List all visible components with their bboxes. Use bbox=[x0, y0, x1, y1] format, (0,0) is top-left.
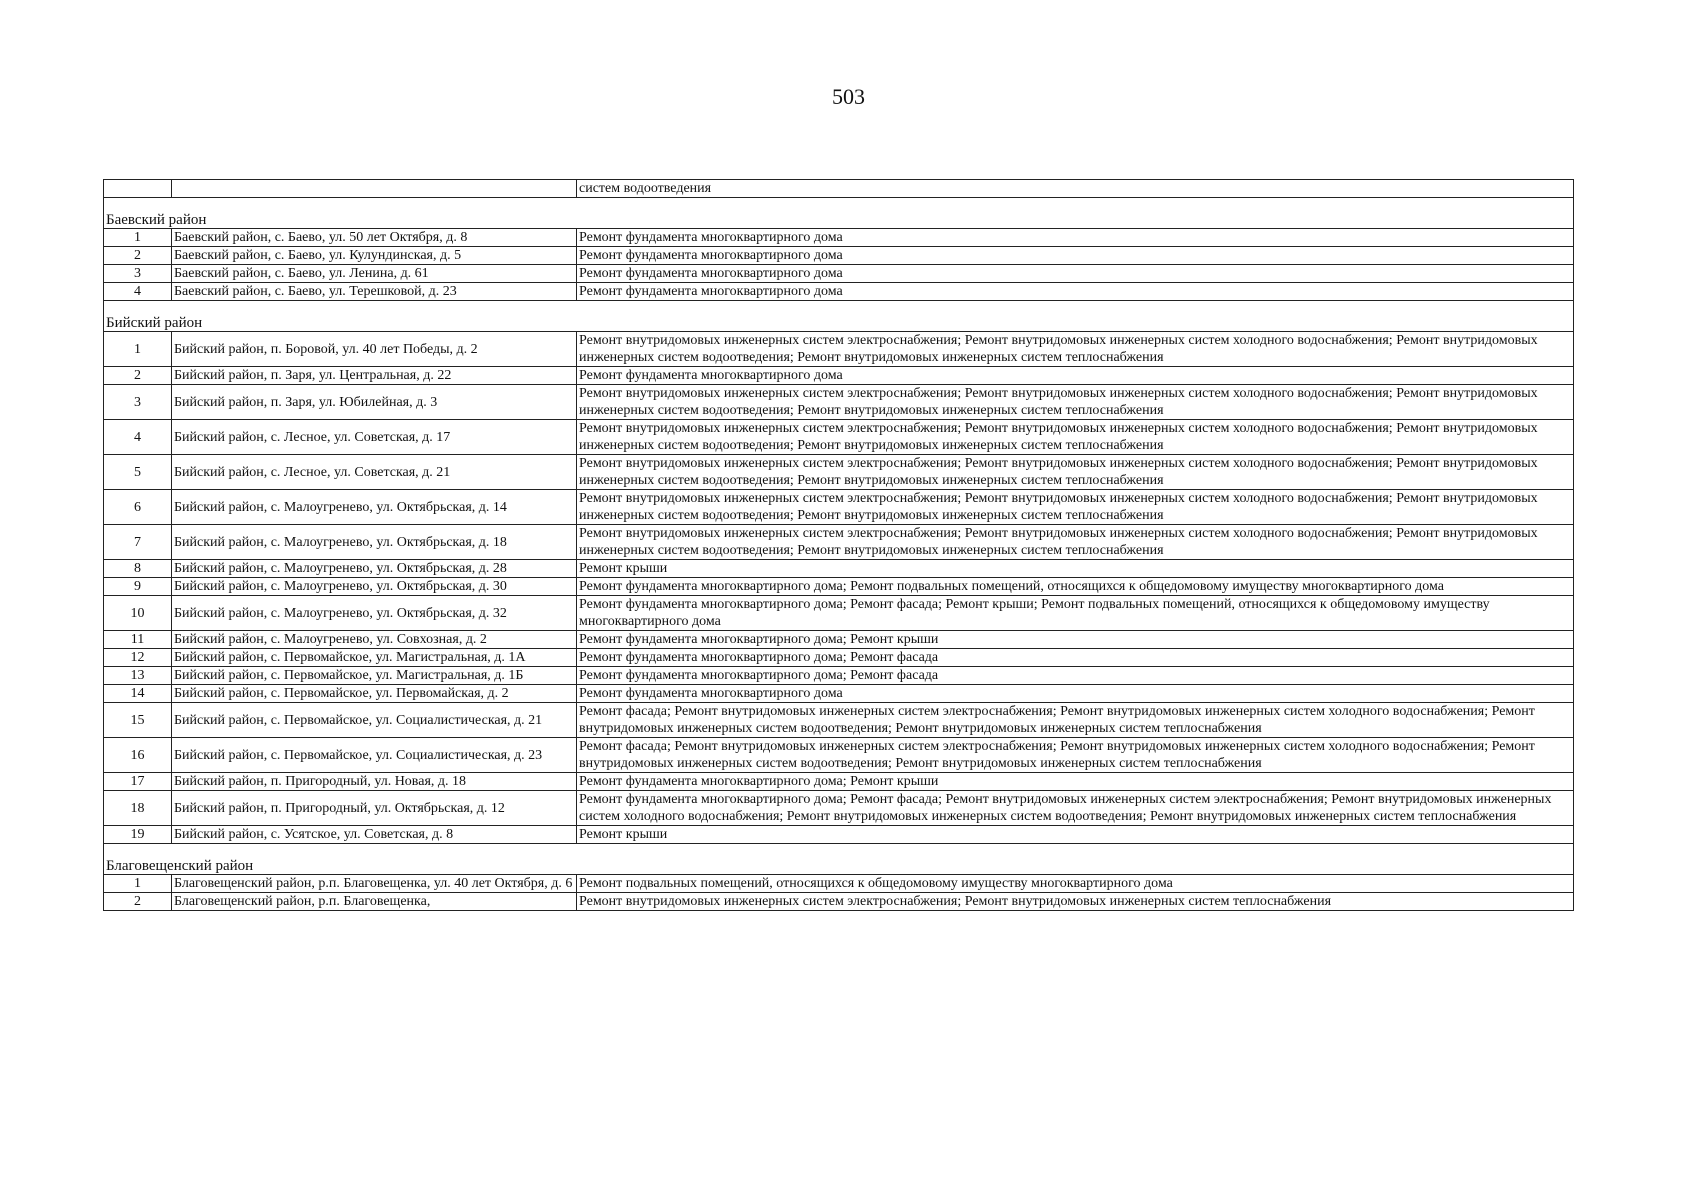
works-cell: Ремонт фундамента многоквартирного дома bbox=[577, 283, 1574, 301]
row-number: 2 bbox=[104, 247, 172, 265]
works-cell: Ремонт внутридомовых инженерных систем электроснабжения; Ремонт внутридомовых инженерных систем холодного водоснабжения; Ремонт внутридомовых инженерных систем водоотведения; Ремонт внутридомовых инженерных систем теплоснабжения bbox=[577, 525, 1574, 560]
table-row bbox=[104, 596, 1574, 631]
works-cell: Ремонт внутридомовых инженерных систем электроснабжения; Ремонт внутридомовых инженерных систем холодного водоснабжения; Ремонт внутридомовых инженерных систем водоотведения; Ремонт внутридомовых инженерных систем теплоснабжения bbox=[577, 455, 1574, 490]
row-number: 2 bbox=[104, 893, 172, 911]
table-row bbox=[104, 826, 1574, 844]
row-number: 15 bbox=[104, 703, 172, 738]
works-cell: Ремонт фундамента многоквартирного дома; Ремонт подвальных помещений, относящихся к общедомовому имуществу многоквартирного дома bbox=[577, 578, 1574, 596]
table-row bbox=[104, 560, 1574, 578]
address-cell: Благовещенский район, р.п. Благовещенка, bbox=[172, 893, 577, 911]
table-row bbox=[104, 265, 1574, 283]
table-row bbox=[104, 649, 1574, 667]
row-number: 8 bbox=[104, 560, 172, 578]
address-cell: Баевский район, с. Баево, ул. Ленина, д. 61 bbox=[172, 265, 577, 283]
row-number: 5 bbox=[104, 455, 172, 490]
works-cell: Ремонт фундамента многоквартирного дома bbox=[577, 367, 1574, 385]
row-number: 18 bbox=[104, 791, 172, 826]
district-header-row bbox=[104, 301, 1574, 332]
row-number: 4 bbox=[104, 420, 172, 455]
continuation-address-cell bbox=[172, 180, 577, 198]
works-cell: Ремонт фундамента многоквартирного дома bbox=[577, 685, 1574, 703]
district-header-row bbox=[104, 198, 1574, 229]
address-cell: Бийский район, с. Первомайское, ул. Социалистическая, д. 21 bbox=[172, 703, 577, 738]
table-row bbox=[104, 332, 1574, 367]
continuation-num-cell bbox=[104, 180, 172, 198]
works-cell: Ремонт крыши bbox=[577, 560, 1574, 578]
address-cell: Бийский район, п. Заря, ул. Центральная, д. 22 bbox=[172, 367, 577, 385]
address-cell: Благовещенский район, р.п. Благовещенка, ул. 40 лет Октября, д. 6 bbox=[172, 875, 577, 893]
table-row bbox=[104, 875, 1574, 893]
row-number: 12 bbox=[104, 649, 172, 667]
address-cell: Бийский район, с. Первомайское, ул. Первомайская, д. 2 bbox=[172, 685, 577, 703]
table-row bbox=[104, 738, 1574, 773]
address-cell: Бийский район, с. Малоугренево, ул. Октябрьская, д. 14 bbox=[172, 490, 577, 525]
table-row bbox=[104, 685, 1574, 703]
works-cell: Ремонт фундамента многоквартирного дома; Ремонт крыши bbox=[577, 631, 1574, 649]
address-cell: Бийский район, п. Заря, ул. Юбилейная, д. 3 bbox=[172, 385, 577, 420]
table-row bbox=[104, 385, 1574, 420]
table-row bbox=[104, 420, 1574, 455]
works-cell: Ремонт фундамента многоквартирного дома bbox=[577, 229, 1574, 247]
address-cell: Бийский район, с. Лесное, ул. Советская, д. 17 bbox=[172, 420, 577, 455]
continuation-row bbox=[104, 180, 1574, 198]
row-number: 9 bbox=[104, 578, 172, 596]
table-row bbox=[104, 667, 1574, 685]
row-number: 11 bbox=[104, 631, 172, 649]
row-number: 1 bbox=[104, 875, 172, 893]
page-number: 503 bbox=[832, 84, 865, 109]
address-cell: Бийский район, с. Малоугренево, ул. Октябрьская, д. 18 bbox=[172, 525, 577, 560]
address-cell: Бийский район, с. Лесное, ул. Советская, д. 21 bbox=[172, 455, 577, 490]
address-cell: Бийский район, п. Пригородный, ул. Октябрьская, д. 12 bbox=[172, 791, 577, 826]
row-number: 16 bbox=[104, 738, 172, 773]
address-cell: Бийский район, с. Первомайское, ул. Магистральная, д. 1А bbox=[172, 649, 577, 667]
table-row bbox=[104, 455, 1574, 490]
table-row bbox=[104, 525, 1574, 560]
works-cell: Ремонт фасада; Ремонт внутридомовых инженерных систем электроснабжения; Ремонт внутридомовых инженерных систем холодного водоснабжения; Ремонт внутридомовых инженерных систем водоотведения; Ремонт внутридомовых инженерных систем теплоснабжения bbox=[577, 738, 1574, 773]
row-number: 6 bbox=[104, 490, 172, 525]
row-number: 1 bbox=[104, 229, 172, 247]
row-number: 19 bbox=[104, 826, 172, 844]
works-cell: Ремонт фундамента многоквартирного дома bbox=[577, 247, 1574, 265]
works-cell: Ремонт фундамента многоквартирного дома; Ремонт фасада bbox=[577, 649, 1574, 667]
works-cell: Ремонт фундамента многоквартирного дома bbox=[577, 265, 1574, 283]
row-number: 2 bbox=[104, 367, 172, 385]
table-row bbox=[104, 283, 1574, 301]
address-cell: Баевский район, с. Баево, ул. Кулундинская, д. 5 bbox=[172, 247, 577, 265]
row-number: 4 bbox=[104, 283, 172, 301]
address-cell: Бийский район, с. Первомайское, ул. Магистральная, д. 1Б bbox=[172, 667, 577, 685]
address-cell: Бийский район, с. Усятское, ул. Советская, д. 8 bbox=[172, 826, 577, 844]
works-cell: Ремонт внутридомовых инженерных систем электроснабжения; Ремонт внутридомовых инженерных систем теплоснабжения bbox=[577, 893, 1574, 911]
table-row bbox=[104, 490, 1574, 525]
works-cell: Ремонт подвальных помещений, относящихся к общедомовому имуществу многоквартирного дома bbox=[577, 875, 1574, 893]
district-header-row bbox=[104, 844, 1574, 875]
district-name: Баевский район bbox=[104, 198, 1574, 229]
address-cell: Баевский район, с. Баево, ул. 50 лет Октября, д. 8 bbox=[172, 229, 577, 247]
row-number: 1 bbox=[104, 332, 172, 367]
address-cell: Баевский район, с. Баево, ул. Терешковой, д. 23 bbox=[172, 283, 577, 301]
district-name: Благовещенский район bbox=[104, 844, 1574, 875]
works-cell: Ремонт внутридомовых инженерных систем электроснабжения; Ремонт внутридомовых инженерных систем холодного водоснабжения; Ремонт внутридомовых инженерных систем водоотведения; Ремонт внутридомовых инженерных систем теплоснабжения bbox=[577, 490, 1574, 525]
table-row bbox=[104, 893, 1574, 911]
table-row bbox=[104, 631, 1574, 649]
row-number: 14 bbox=[104, 685, 172, 703]
repair-works-table bbox=[103, 179, 1574, 911]
table-row bbox=[104, 367, 1574, 385]
table-row bbox=[104, 703, 1574, 738]
works-cell: Ремонт крыши bbox=[577, 826, 1574, 844]
works-cell: Ремонт внутридомовых инженерных систем электроснабжения; Ремонт внутридомовых инженерных систем холодного водоснабжения; Ремонт внутридомовых инженерных систем водоотведения; Ремонт внутридомовых инженерных систем теплоснабжения bbox=[577, 332, 1574, 367]
continuation-works-cell: систем водоотведения bbox=[577, 180, 1574, 198]
address-cell: Бийский район, с. Малоугренево, ул. Октябрьская, д. 32 bbox=[172, 596, 577, 631]
address-cell: Бийский район, с. Первомайское, ул. Социалистическая, д. 23 bbox=[172, 738, 577, 773]
table-row bbox=[104, 229, 1574, 247]
works-cell: Ремонт внутридомовых инженерных систем электроснабжения; Ремонт внутридомовых инженерных систем холодного водоснабжения; Ремонт внутридомовых инженерных систем водоотведения; Ремонт внутридомовых инженерных систем теплоснабжения bbox=[577, 420, 1574, 455]
address-cell: Бийский район, с. Малоугренево, ул. Октябрьская, д. 30 bbox=[172, 578, 577, 596]
address-cell: Бийский район, с. Малоугренево, ул. Совхозная, д. 2 bbox=[172, 631, 577, 649]
works-cell: Ремонт фундамента многоквартирного дома; Ремонт крыши bbox=[577, 773, 1574, 791]
table-row bbox=[104, 791, 1574, 826]
table-row bbox=[104, 247, 1574, 265]
works-cell: Ремонт фундамента многоквартирного дома; Ремонт фасада bbox=[577, 667, 1574, 685]
address-cell: Бийский район, с. Малоугренево, ул. Октябрьская, д. 28 bbox=[172, 560, 577, 578]
row-number: 3 bbox=[104, 265, 172, 283]
table-row bbox=[104, 578, 1574, 596]
works-cell: Ремонт фасада; Ремонт внутридомовых инженерных систем электроснабжения; Ремонт внутридомовых инженерных систем холодного водоснабжения; Ремонт внутридомовых инженерных систем водоотведения; Ремонт внутридомовых инженерных систем теплоснабжения bbox=[577, 703, 1574, 738]
row-number: 3 bbox=[104, 385, 172, 420]
works-cell: Ремонт фундамента многоквартирного дома; Ремонт фасада; Ремонт внутридомовых инженерных систем электроснабжения; Ремонт внутридомовых инженерных систем холодного водоснабжения; Ремонт внутридомовых инженерных систем водоотведения; Ремонт внутридомовых инженерных систем теплоснабжения bbox=[577, 791, 1574, 826]
row-number: 7 bbox=[104, 525, 172, 560]
works-cell: Ремонт внутридомовых инженерных систем электроснабжения; Ремонт внутридомовых инженерных систем холодного водоснабжения; Ремонт внутридомовых инженерных систем водоотведения; Ремонт внутридомовых инженерных систем теплоснабжения bbox=[577, 385, 1574, 420]
table-row bbox=[104, 773, 1574, 791]
address-cell: Бийский район, п. Пригородный, ул. Новая, д. 18 bbox=[172, 773, 577, 791]
row-number: 10 bbox=[104, 596, 172, 631]
works-cell: Ремонт фундамента многоквартирного дома; Ремонт фасада; Ремонт крыши; Ремонт подвальных помещений, относящихся к общедомовому имуществу многоквартирного дома bbox=[577, 596, 1574, 631]
district-name: Бийский район bbox=[104, 301, 1574, 332]
row-number: 13 bbox=[104, 667, 172, 685]
address-cell: Бийский район, п. Боровой, ул. 40 лет Победы, д. 2 bbox=[172, 332, 577, 367]
row-number: 17 bbox=[104, 773, 172, 791]
